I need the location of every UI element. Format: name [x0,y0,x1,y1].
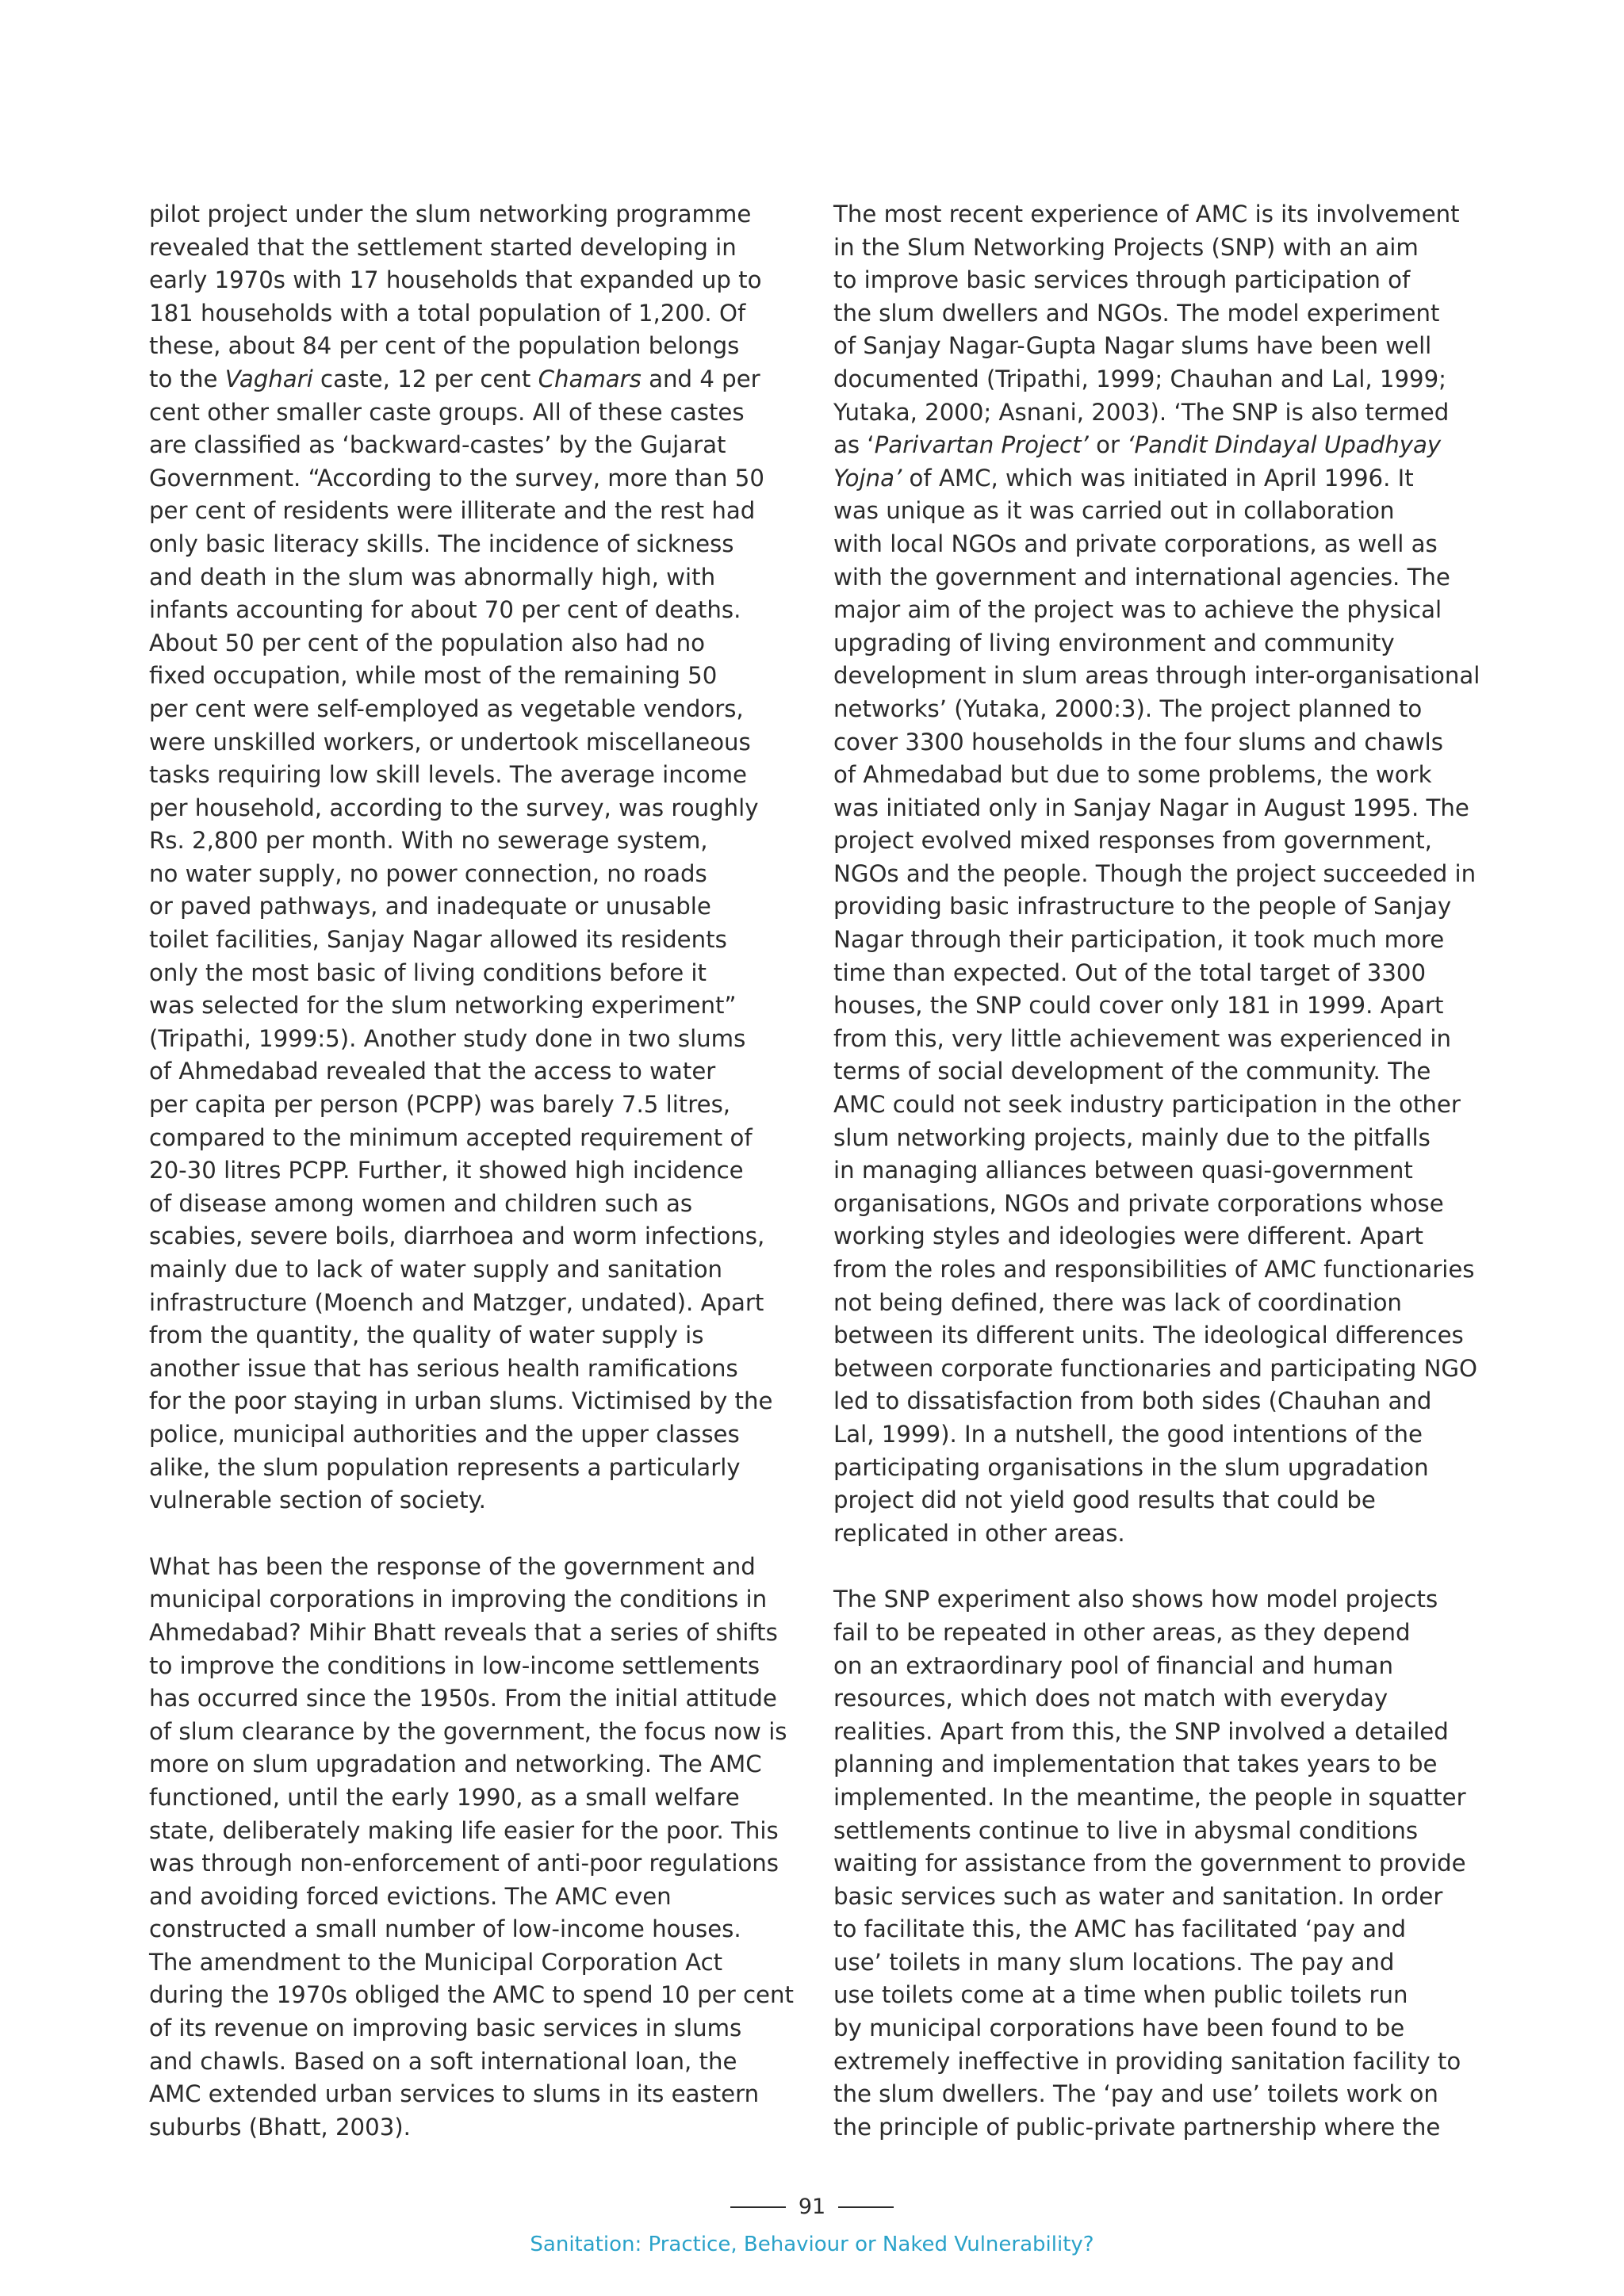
text-line: major aim of the project was to achieve the physical [833,596,1442,624]
text-line: was through non-enforcement of anti-poor regulations [149,1850,779,1877]
text-line: was selected for the slum networking experiment” [149,992,737,1020]
text-line: planning and implementation that takes years to be [833,1751,1438,1778]
text-line: and death in the slum was abnormally high, with [149,563,716,591]
text-line: not being defined, there was lack of coordination [833,1288,1402,1316]
text-line: infants accounting for about 70 per cent of deaths. [149,596,741,624]
text-line: The amendment to the Municipal Corporation Act [149,1948,723,1976]
text-line: to improve the conditions in low-income settlements [149,1651,760,1679]
text-line: extremely ineffective in providing sanitation facility to [833,2047,1461,2075]
text-line: waiting for assistance from the government to provide [833,1850,1466,1877]
text-line: to facilitate this, the AMC has facilitated ‘pay and [833,1915,1407,1943]
text-line: Lal, 1999). In a nutshell, the good intentions of the [833,1420,1423,1448]
text-line: from the quantity, the quality of water supply is [149,1322,704,1349]
text-line: toilet facilities, Sanjay Nagar allowed its residents [149,926,727,954]
page-number-rule-right [838,2206,894,2208]
text-line: organisations, NGOs and private corporations whose [833,1189,1444,1217]
text-line: on an extraordinary pool of financial and human [833,1651,1394,1679]
text-line: project evolved mixed responses from government, [833,827,1432,855]
text-line: for the poor staying in urban slums. Victimised by the [149,1387,773,1415]
text-line: settlements continue to live in abysmal conditions [833,1816,1419,1844]
text-line: in managing alliances between quasi-government [833,1157,1413,1184]
text-line: Rs. 2,800 per month. With no sewerage system, [149,827,708,855]
text-line: functioned, until the early 1990, as a small welfare [149,1783,740,1811]
text-line: early 1970s with 17 households that expanded up to [149,266,762,294]
text-line: terms of social development of the community. The [833,1058,1431,1085]
text-line: Ahmedabad? Mihir Bhatt reveals that a series of shifts [149,1618,778,1646]
text-line: more on slum upgradation and networking. The AMC [149,1751,762,1778]
text-line: per cent of residents were illiterate and the rest had [149,497,756,525]
text-line: per cent were self-employed as vegetable vendors, [149,695,744,722]
text-line: networks’ (Yutaka, 2000:3). The project planned to [833,695,1423,722]
text-line: cover 3300 households in the four slums and chawls [833,728,1443,756]
text-line: led to dissatisfaction from both sides (Chauhan and [833,1387,1432,1415]
text-line: upgrading of living environment and community [833,629,1395,656]
book-title-footer: Sanitation: Practice, Behaviour or Naked Vulnerability? [530,2233,1094,2256]
paragraph [149,198,807,1517]
text-line: suburbs (Bhatt, 2003). [149,2113,411,2141]
text-line: resources, which does not match with everyday [833,1685,1388,1712]
text-line: use toilets come at a time when public toilets run [833,1981,1408,2009]
text-line: Nagar through their participation, it took much more [833,926,1445,954]
left-column [149,198,807,2144]
text-line: participating organisations in the slum upgradation [833,1453,1429,1481]
page-number-block [0,2195,1624,2226]
text-line: and avoiding forced evictions. The AMC even [149,1882,672,1910]
text-line: of slum clearance by the government, the focus now is [149,1717,787,1745]
text-line: between its different units. The ideological differences [833,1322,1464,1349]
text-line: with the government and international agencies. The [833,563,1450,591]
text-line: The most recent experience of AMC is its involvement [833,201,1460,228]
text-line: was unique as it was carried out in collaboration [833,497,1395,525]
text-line: only the most basic of living conditions before it [149,959,707,986]
text-line: were unskilled workers, or undertook miscellaneous [149,728,751,756]
text-line: to improve basic services through participation of [833,266,1411,294]
paragraph [833,198,1492,1550]
text-line: revealed that the settlement started developing in [149,233,737,261]
text-line: or paved pathways, and inadequate or unusable [149,893,711,920]
text-line: the slum dwellers and NGOs. The model experiment [833,299,1440,327]
text-line: Yutaka, 2000; Asnani, 2003). ‘The SNP is also termed [833,398,1450,426]
text-line: police, municipal authorities and the upper classes [149,1420,740,1448]
page-number-rule-left [730,2206,786,2208]
text-line: implemented. In the meantime, the people in squatter [833,1783,1466,1811]
text-line: use’ toilets in many slum locations. The pay and [833,1948,1395,1976]
text-line: of Sanjay Nagar-Gupta Nagar slums have been well [833,332,1432,360]
text-line: of Ahmedabad but due to some problems, the work [833,761,1432,789]
text-line: the principle of public-private partnership where the [833,2113,1441,2141]
text-line: vulnerable section of society. [149,1487,486,1514]
text-line: 181 households with a total population of 1,200. Of [149,299,746,327]
text-line: basic services such as water and sanitation. In order [833,1882,1443,1910]
text-line: with local NGOs and private corporations, as well as [833,530,1438,557]
text-line: from this, very little achievement was experienced in [833,1024,1452,1052]
text-line: by municipal corporations have been found to be [833,2015,1405,2042]
text-line: AMC extended urban services to slums in its eastern [149,2080,760,2108]
text-line: The SNP experiment also shows how model projects [833,1586,1438,1613]
text-line: and chawls. Based on a soft international loan, the [149,2047,737,2075]
text-line: municipal corporations in improving the conditions in [149,1586,768,1613]
text-line: working styles and ideologies were different. Apart [833,1223,1423,1250]
text-line: pilot project under the slum networking programme [149,201,752,228]
text-line: houses, the SNP could cover only 181 in 1999. Apart [833,992,1444,1020]
text-line: per household, according to the survey, was roughly [149,794,759,821]
text-line: scabies, severe boils, diarrhoea and worm infections, [149,1223,765,1250]
text-line: another issue that has serious health ramifications [149,1354,738,1382]
text-line: compared to the minimum accepted requirement of [149,1123,753,1151]
text-line: fail to be repeated in other areas, as they depend [833,1618,1411,1646]
text-line: NGOs and the people. Though the project succeeded in [833,859,1477,887]
text-line: from the roles and responsibilities of AMC functionaries [833,1256,1475,1283]
text-line: development in slum areas through inter-organisational [833,662,1480,690]
paragraph [149,1551,807,2145]
page-number: 91 [798,2195,826,2219]
text-line: between corporate functionaries and participating NGO [833,1354,1478,1382]
text-line: (Tripathi, 1999:5). Another study done in two slums [149,1024,746,1052]
text-line: infrastructure (Moench and Matzger, undated). Apart [149,1288,764,1316]
text-line: per capita per person (PCPP) was barely 7.5 litres, [149,1091,731,1119]
text-line: project did not yield good results that could be [833,1487,1376,1514]
text-line: to the Vaghari caste, 12 per cent Chamars and 4 per [149,365,760,392]
right-column [833,198,1492,2144]
text-line: realities. Apart from this, the SNP involved a detailed [833,1717,1449,1745]
text-line: these, about 84 per cent of the population belongs [149,332,740,360]
text-line: state, deliberately making life easier for the poor. This [149,1816,779,1844]
text-line: no water supply, no power connection, no roads [149,859,707,887]
text-line: About 50 per cent of the population also had no [149,629,706,656]
text-line: documented (Tripathi, 1999; Chauhan and Lal, 1999; [833,365,1447,392]
text-line: mainly due to lack of water supply and sanitation [149,1256,723,1283]
text-line: time than expected. Out of the total target of 3300 [833,959,1427,986]
text-line: constructed a small number of low-income houses. [149,1915,741,1943]
text-line: cent other smaller caste groups. All of these castes [149,398,745,426]
text-line: Government. “According to the survey, more than 50 [149,464,764,492]
text-line: fixed occupation, while most of the remaining 50 [149,662,718,690]
text-line: alike, the slum population represents a particularly [149,1453,741,1481]
text-line: tasks requiring low skill levels. The average income [149,761,748,789]
text-line: are classified as ‘backward-castes’ by the Gujarat [149,431,726,459]
text-line: What has been the response of the government and [149,1552,756,1580]
text-line: the slum dwellers. The ‘pay and use’ toilets work on [833,2080,1438,2108]
text-line: AMC could not seek industry participation in the other [833,1091,1461,1119]
text-line: of its revenue on improving basic services in slums [149,2015,742,2042]
text-line: only basic literacy skills. The incidence of sickness [149,530,734,557]
text-line: 20-30 litres PCPP. Further, it showed high incidence [149,1157,744,1184]
text-line: was initiated only in Sanjay Nagar in August 1995. The [833,794,1469,821]
text-line: has occurred since the 1950s. From the initial attitude [149,1685,777,1712]
text-line: providing basic infrastructure to the people of Sanjay [833,893,1452,920]
text-line: as ‘Parivartan Project’ or ‘Pandit Dindayal Upadhyay [833,431,1442,459]
text-line: in the Slum Networking Projects (SNP) with an aim [833,233,1419,261]
text-line: slum networking projects, mainly due to the pitfalls [833,1123,1431,1151]
text-line: during the 1970s obliged the AMC to spend 10 per cent [149,1981,794,2009]
text-line: of Ahmedabad revealed that the access to water [149,1058,716,1085]
text-line: replicated in other areas. [833,1519,1125,1547]
text-line: of disease among women and children such as [149,1189,693,1217]
text-line: Yojna’ of AMC, which was initiated in April 1996. It [833,464,1414,492]
paragraph [833,1583,1492,2144]
